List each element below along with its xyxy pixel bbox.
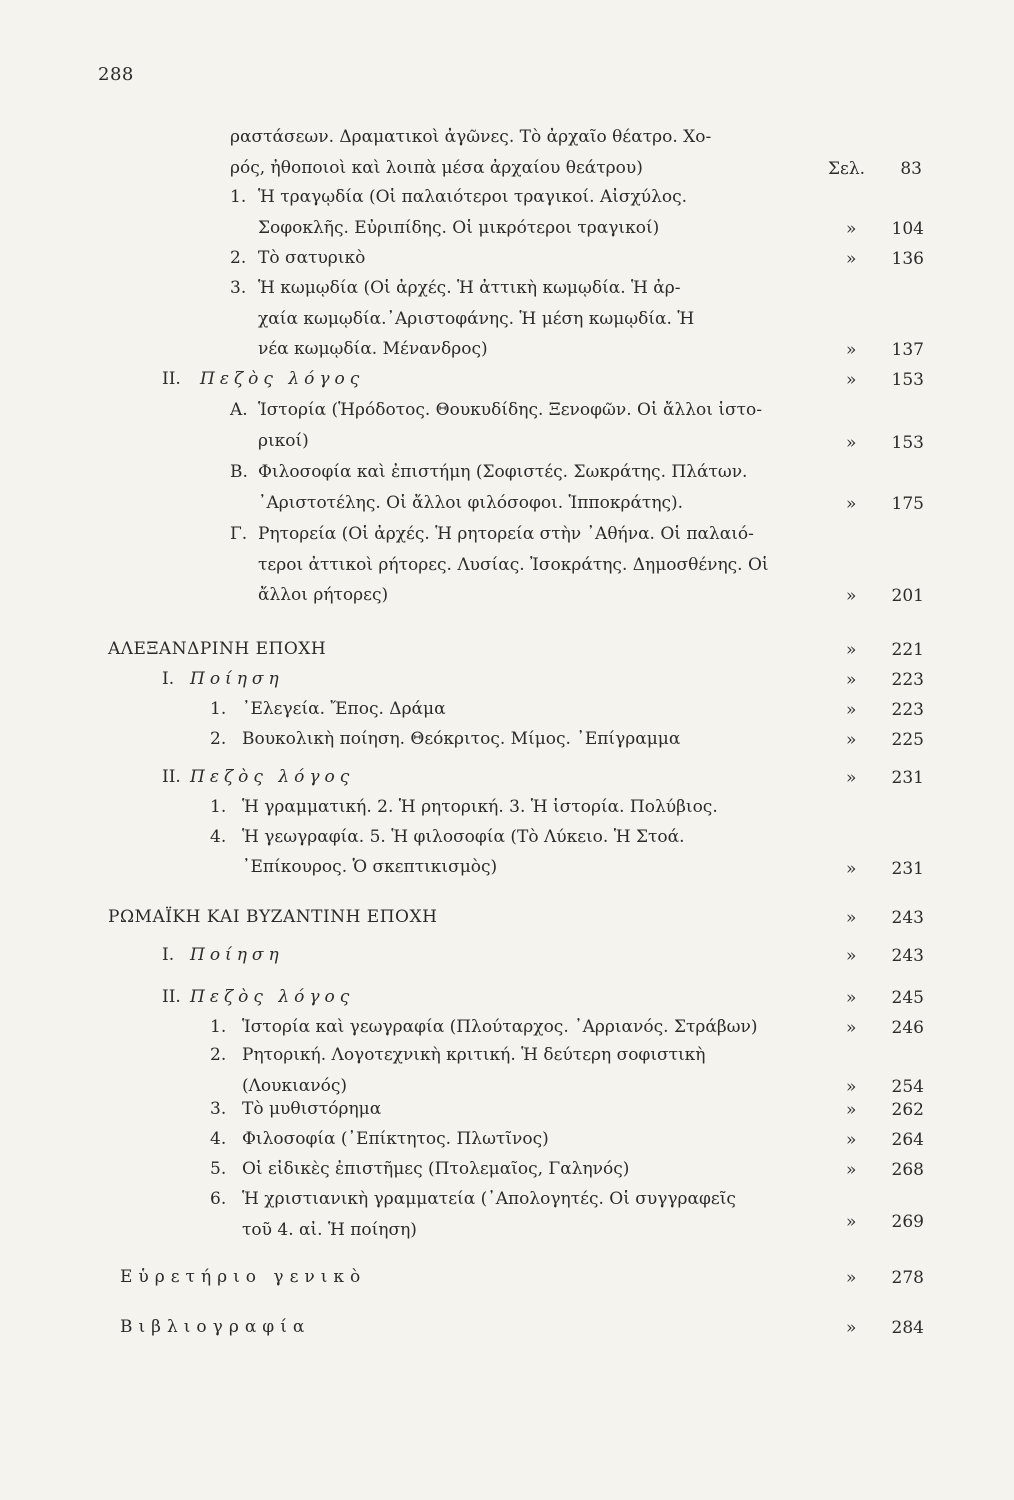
page-value: 278 (891, 1268, 924, 1288)
entry-text-line: Ἡ τραγῳδία (Οἱ παλαιότεροι τραγικοί. Αἰσχύλος. (258, 187, 688, 207)
entry-text-line: Βουκολικὴ ποίηση. Θεόκριτος. Μίμος. ᾿Επίγραμμα (242, 729, 681, 749)
page-value: 269 (891, 1212, 924, 1232)
page-value: 254 (891, 1077, 924, 1097)
entry-text-line: Ἡ χριστιανικὴ γραμματεία (᾿Απολογητές. Οἱ συγγραφεῖς (242, 1189, 736, 1209)
ditto-mark: » (846, 433, 857, 453)
entry-text-line: νέα κωμῳδία. Μένανδρος) (258, 339, 488, 359)
entry-number: Γ. (230, 524, 248, 544)
entry-text-line: Τὸ μυθιστόρημα (242, 1099, 382, 1119)
page-number: 288 (98, 64, 134, 85)
entry-number: II. (162, 369, 181, 389)
entry-number: 1. (210, 797, 227, 817)
entry-text-line: Οἱ εἰδικὲς ἐπιστῆμες (Πτολεμαῖος, Γαληνός) (242, 1159, 630, 1179)
page-reference (846, 370, 924, 390)
entry-text-line: ᾿Επίκουρος. Ὁ σκεπτικισμὸς) (242, 857, 498, 877)
page-value: 231 (891, 859, 924, 879)
appendix-title: Εὑρετήριο γενικὸ (120, 1267, 367, 1287)
entry-number: 2. (210, 729, 227, 749)
entry-text-line: (Λουκιανός) (242, 1075, 347, 1096)
entry-number: 4. (210, 1129, 227, 1149)
entry-number: 1. (230, 187, 247, 207)
page-reference (846, 1160, 924, 1180)
page-reference (846, 1212, 924, 1232)
entry-number: II. (162, 767, 181, 787)
subsection-heading: Πεζὸς λόγος (190, 987, 355, 1007)
ditto-mark: » (846, 670, 857, 690)
page-value: 137 (891, 340, 924, 360)
entry-number: Ι. (162, 945, 175, 965)
page-value: 201 (891, 586, 924, 606)
entry-text-line: ἄλλοι ρήτορες) (258, 585, 389, 605)
ditto-mark: Σελ. (828, 159, 866, 179)
page-reference (846, 1268, 924, 1288)
page-value: 153 (891, 433, 924, 453)
ditto-mark: » (846, 988, 857, 1008)
entry-number: 6. (210, 1189, 227, 1209)
page-reference (846, 1130, 924, 1150)
page-reference (846, 700, 924, 720)
ditto-mark: » (846, 1160, 857, 1180)
subsection-heading: Πεζὸς λόγος (190, 767, 355, 787)
entry-number: 2. (210, 1045, 227, 1065)
page-value: 262 (891, 1100, 924, 1120)
entry-text-line: ραστάσεων. Δραματικοὶ ἀγῶνες. Τὸ ἀρχαῖο θέατρο. Χο- (230, 127, 712, 147)
page-reference (846, 859, 924, 879)
page-value: 243 (891, 908, 924, 928)
entry-text-line: Ρητορεία (Οἱ ἀρχές. Ἡ ρητορεία στὴν ᾿Αθήνα. Οἱ παλαιό- (258, 524, 754, 544)
ditto-mark: » (846, 586, 857, 606)
page-reference (846, 946, 924, 966)
page-reference (846, 988, 924, 1008)
entry-text-line: Ἡ γεωγραφία. 5. Ἡ φιλοσοφία (Τὸ Λύκειο. Ἡ Στοά. (242, 827, 685, 847)
page-reference (846, 730, 924, 750)
ditto-mark: » (846, 1212, 857, 1232)
entry-number: 5. (210, 1159, 227, 1179)
page-value: 223 (891, 670, 924, 690)
page-value: 284 (891, 1318, 924, 1338)
ditto-mark: » (846, 340, 857, 360)
page-value: 223 (891, 700, 924, 720)
entry-text-line: ᾿Αριστοτέλης. Οἱ ἄλλοι φιλόσοφοι. Ἱπποκράτης). (258, 492, 684, 513)
appendix-title: Βιβλιογραφία (120, 1317, 311, 1337)
page-reference (846, 1018, 924, 1038)
entry-number: 4. (210, 827, 227, 847)
section-title: ΡΩΜΑΪΚΗ ΚΑΙ ΒΥΖΑΝΤΙΝΗ ΕΠΟΧΗ (108, 907, 438, 927)
page-value: 175 (891, 494, 924, 514)
entry-number: Ι. (162, 669, 175, 689)
page-reference (846, 494, 924, 514)
ditto-mark: » (846, 1130, 857, 1150)
page-reference (846, 1077, 924, 1097)
page-value: 231 (891, 768, 924, 788)
entry-number: 3. (230, 278, 247, 298)
entry-text-line: Ἡ γραμματική. 2. Ἡ ρητορική. 3. Ἡ ἱστορία. Πολύβιος. (242, 797, 718, 817)
ditto-mark: » (846, 946, 857, 966)
page-reference (846, 640, 924, 660)
ditto-mark: » (846, 768, 857, 788)
ditto-mark: » (846, 1077, 857, 1097)
entry-number: 2. (230, 248, 247, 268)
entry-text-line: Σοφοκλῆς. Εὐριπίδης. Οἱ μικρότεροι τραγικοί) (258, 217, 660, 238)
ditto-mark: » (846, 370, 857, 390)
ditto-mark: » (846, 700, 857, 720)
page-reference (846, 586, 924, 606)
page-reference (846, 219, 924, 239)
entry-number: 1. (210, 1017, 227, 1037)
page-reference (828, 159, 922, 179)
entry-text-line: ρικοί) (258, 430, 309, 451)
page-reference (846, 768, 924, 788)
ditto-mark: » (846, 730, 857, 750)
entry-text-line: Ρητορική. Λογοτεχνικὴ κριτική. Ἡ δεύτερη σοφιστικὴ (242, 1045, 706, 1065)
entry-number: Α. (230, 400, 248, 420)
entry-number: Β. (230, 462, 248, 482)
entry-text-line: ᾿Ελεγεία. Ἔπος. Δράμα (242, 699, 446, 719)
page-value: 83 (900, 159, 922, 179)
entry-number: II. (162, 987, 181, 1007)
page-value: 245 (891, 988, 924, 1008)
ditto-mark: » (846, 1318, 857, 1338)
ditto-mark: » (846, 908, 857, 928)
page-reference (846, 433, 924, 453)
ditto-mark: » (846, 640, 857, 660)
page-value: 268 (891, 1160, 924, 1180)
subsection-heading: Ποίηση (190, 669, 284, 689)
entry-text-line: Φιλοσοφία καὶ ἐπιστήμη (Σοφιστές. Σωκράτης. Πλάτων. (258, 462, 748, 482)
ditto-mark: » (846, 1268, 857, 1288)
page-reference (846, 908, 924, 928)
entry-text-line: τεροι ἀττικοὶ ρήτορες. Λυσίας. Ἰσοκράτης. Δημοσθένης. Οἱ (258, 554, 769, 575)
page-value: 264 (891, 1130, 924, 1150)
entry-text-line: τοῦ 4. αἰ. Ἡ ποίηση) (242, 1219, 417, 1240)
page-value: 243 (891, 946, 924, 966)
ditto-mark: » (846, 1018, 857, 1038)
entry-text-line: Ἱστορία καὶ γεωγραφία (Πλούταρχος. ᾿Αρριανός. Στράβων) (242, 1017, 758, 1037)
ditto-mark: » (846, 249, 857, 269)
section-title: ΑΛΕΞΑΝΔΡΙΝΗ ΕΠΟΧΗ (108, 639, 327, 659)
page-reference (846, 340, 924, 360)
page-value: 136 (891, 249, 924, 269)
entry-text-line: Τὸ σατυρικὸ (258, 248, 366, 268)
page-value: 246 (891, 1018, 924, 1038)
entry-text-line: χαία κωμῳδία.᾿Αριστοφάνης. Ἡ μέση κωμῳδία. Ἡ (258, 308, 695, 329)
ditto-mark: » (846, 494, 857, 514)
subsection-heading: Πεζὸς λόγος (200, 369, 365, 389)
page-value: 225 (891, 730, 924, 750)
page-reference (846, 1318, 924, 1338)
entry-text-line: ρός, ἠθοποιοὶ καὶ λοιπὰ μέσα ἀρχαίου θεάτρου) (230, 157, 643, 178)
page-value: 153 (891, 370, 924, 390)
page-reference (846, 670, 924, 690)
ditto-mark: » (846, 859, 857, 879)
page-value: 104 (891, 219, 924, 239)
subsection-heading: Ποίηση (190, 945, 284, 965)
page-reference (846, 1100, 924, 1120)
entry-number: 3. (210, 1099, 227, 1119)
page-value: 221 (891, 640, 924, 660)
ditto-mark: » (846, 219, 857, 239)
entry-text-line: Ἡ κωμῳδία (Οἱ ἀρχές. Ἡ ἀττικὴ κωμῳδία. Ἡ ἀρ- (258, 278, 681, 298)
page-reference (846, 249, 924, 269)
ditto-mark: » (846, 1100, 857, 1120)
entry-text-line: Φιλοσοφία (᾿Επίκτητος. Πλωτῖνος) (242, 1129, 549, 1149)
entry-text-line: Ἱστορία (Ἡρόδοτος. Θουκυδίδης. Ξενοφῶν. Οἱ ἄλλοι ἱστο- (258, 400, 763, 420)
entry-number: 1. (210, 699, 227, 719)
